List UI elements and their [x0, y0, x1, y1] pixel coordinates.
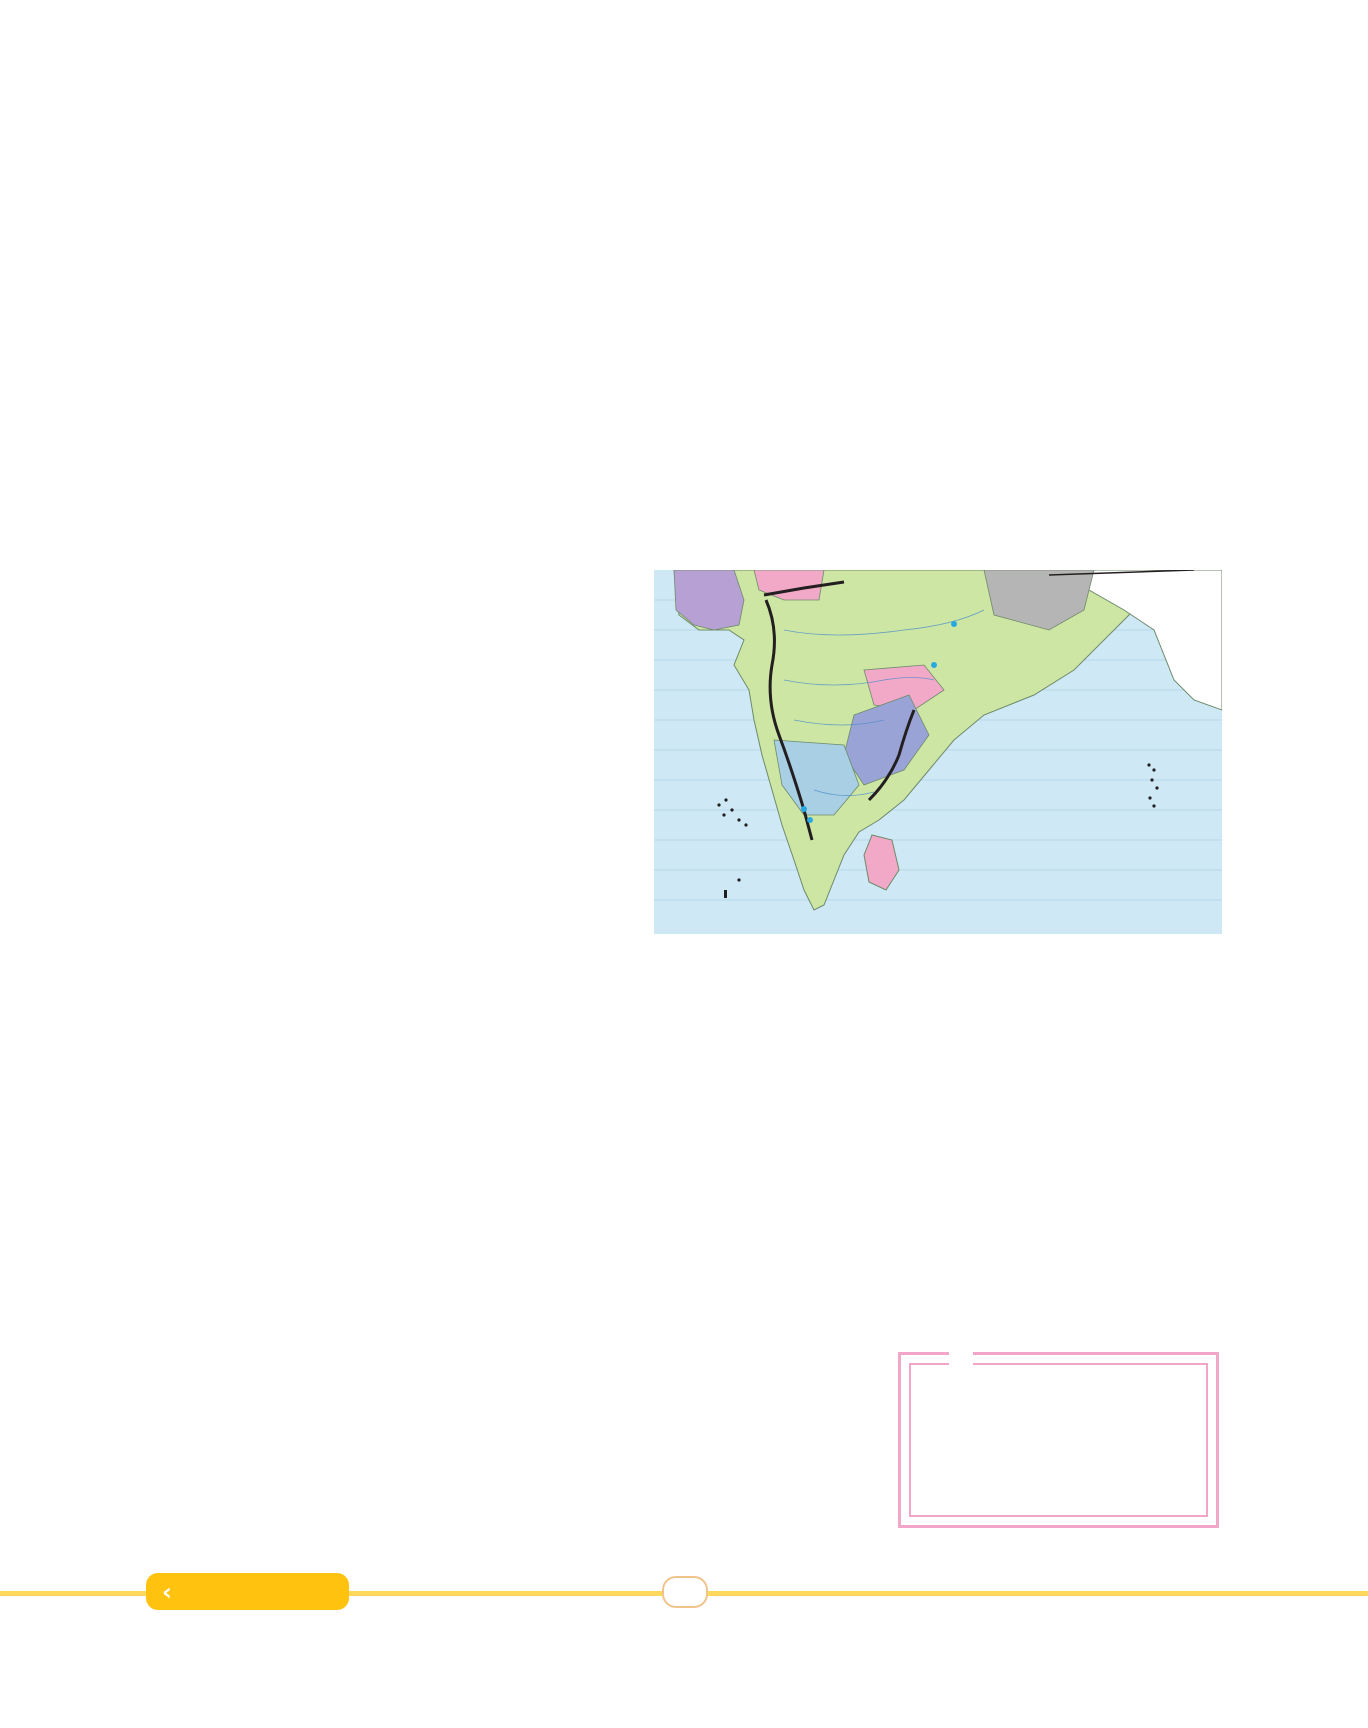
coastal-plains-map: [654, 570, 1222, 934]
fact-badge: [957, 1362, 967, 1363]
book-tab[interactable]: [146, 1573, 349, 1610]
chevron-left-icon: ‹: [162, 1577, 172, 1606]
startling-fact-box: [898, 1352, 1219, 1528]
page-number: [662, 1576, 708, 1608]
fact-title: [949, 1335, 973, 1370]
